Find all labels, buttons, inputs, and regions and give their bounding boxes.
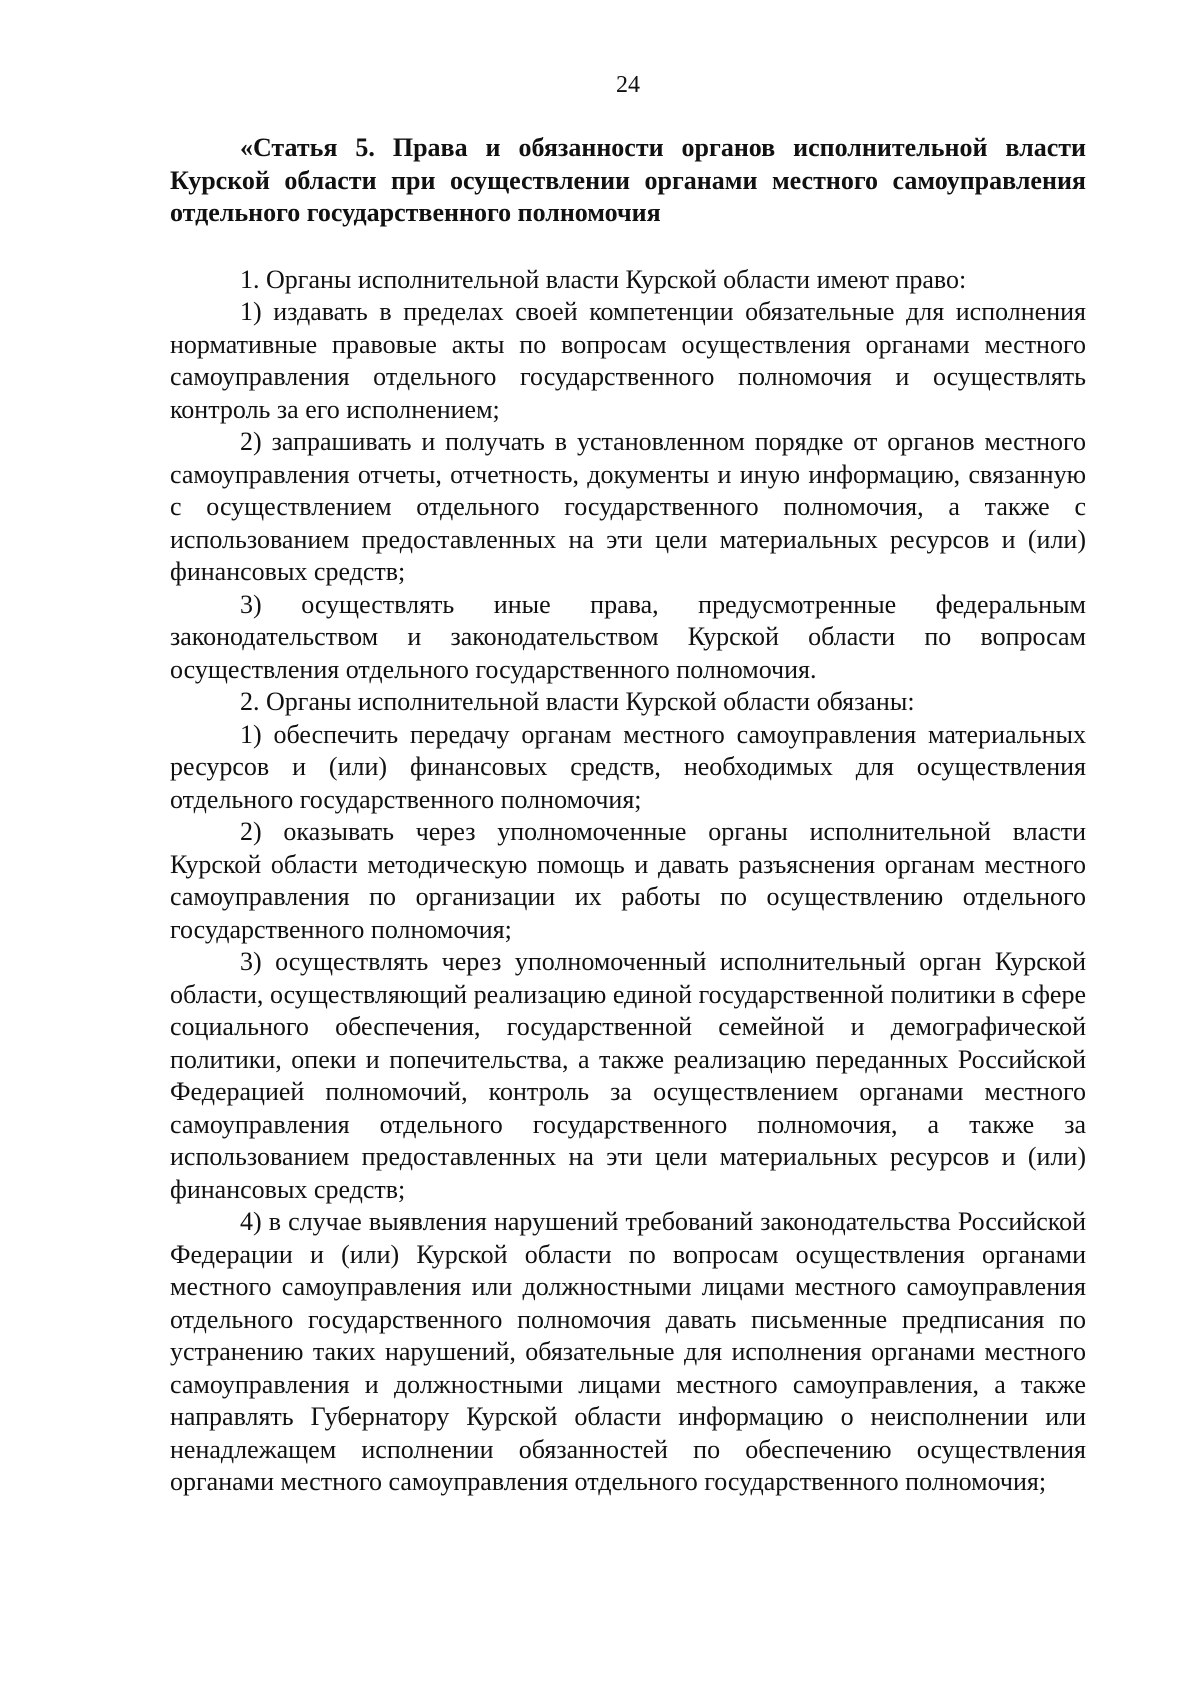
paragraph-duty-1: 1) обеспечить передачу органам местного самоуправления материальных ресурсов и (или) финансовых средств, необходимых для осуществления отдельного государственного полномочия;	[170, 719, 1086, 814]
paragraph-right-3: 3) осуществлять иные права, предусмотренные федеральным законодательством и законодательством Курской области по вопросам осуществления отдельного государственного полномочия.	[170, 589, 1086, 684]
paragraph-duty-3: 3) осуществлять через уполномоченный исполнительный орган Курской области, осуществляющий реализацию единой государственной политики в сфере социального обеспечения, государственной семейной и демографической политики, опеки и попечительства, а также реализацию переданных Российской Федерацией полномочий, контроль за осуществлением органами местного самоуправления отдельного государственного полномочия, а также за использованием предоставленных на эти цели материальных ресурсов и (или) финансовых средств;	[170, 947, 1086, 1204]
paragraph-duty-4: 4) в случае выявления нарушений требований законодательства Российской Федерации и (или) Курской области по вопросам осуществления органами местного самоуправления или должностными лицами местного самоуправления отдельного государственного полномочия давать письменные предписания по устранению таких нарушений, обязательные для исполнения органами местного самоуправления и должностными лицами местного самоуправления, а также направлять Губернатору Курской области информацию о неисполнении или ненадлежащем исполнении обязанностей по обеспечению осуществления органами местного самоуправления отдельного государственного полномочия;	[170, 1207, 1086, 1496]
paragraph-right-1: 1) издавать в пределах своей компетенции обязательные для исполнения нормативные правовые акты по вопросам осуществления органами местного самоуправления отдельного государственного полномочия и осуществлять контроль за его исполнением;	[170, 297, 1086, 424]
paragraph-duties-intro: 2. Органы исполнительной власти Курской области обязаны:	[240, 687, 915, 716]
document-page	[170, 70, 1086, 1499]
paragraph-duty-2: 2) оказывать через уполномоченные органы исполнительной власти Курской области методическую помощь и давать разъяснения органам местного самоуправления по организации их работы по осуществлению отдельного государственного полномочия;	[170, 817, 1086, 944]
article-heading: «Статья 5. Права и обязанности органов исполнительной власти Курской области при осуществлении органами местного самоуправления отдельного государственного полномочия	[170, 133, 1086, 227]
page-number: 24	[616, 72, 640, 98]
paragraph-right-2: 2) запрашивать и получать в установленном порядке от органов местного самоуправления отчеты, отчетность, документы и иную информацию, связанную с осуществлением отдельного государственного полномочия, а также с использованием предоставленных на эти цели материальных ресурсов и (или) финансовых средств;	[170, 427, 1086, 586]
paragraph-rights-intro: 1. Органы исполнительной власти Курской области имеют право:	[240, 264, 967, 294]
